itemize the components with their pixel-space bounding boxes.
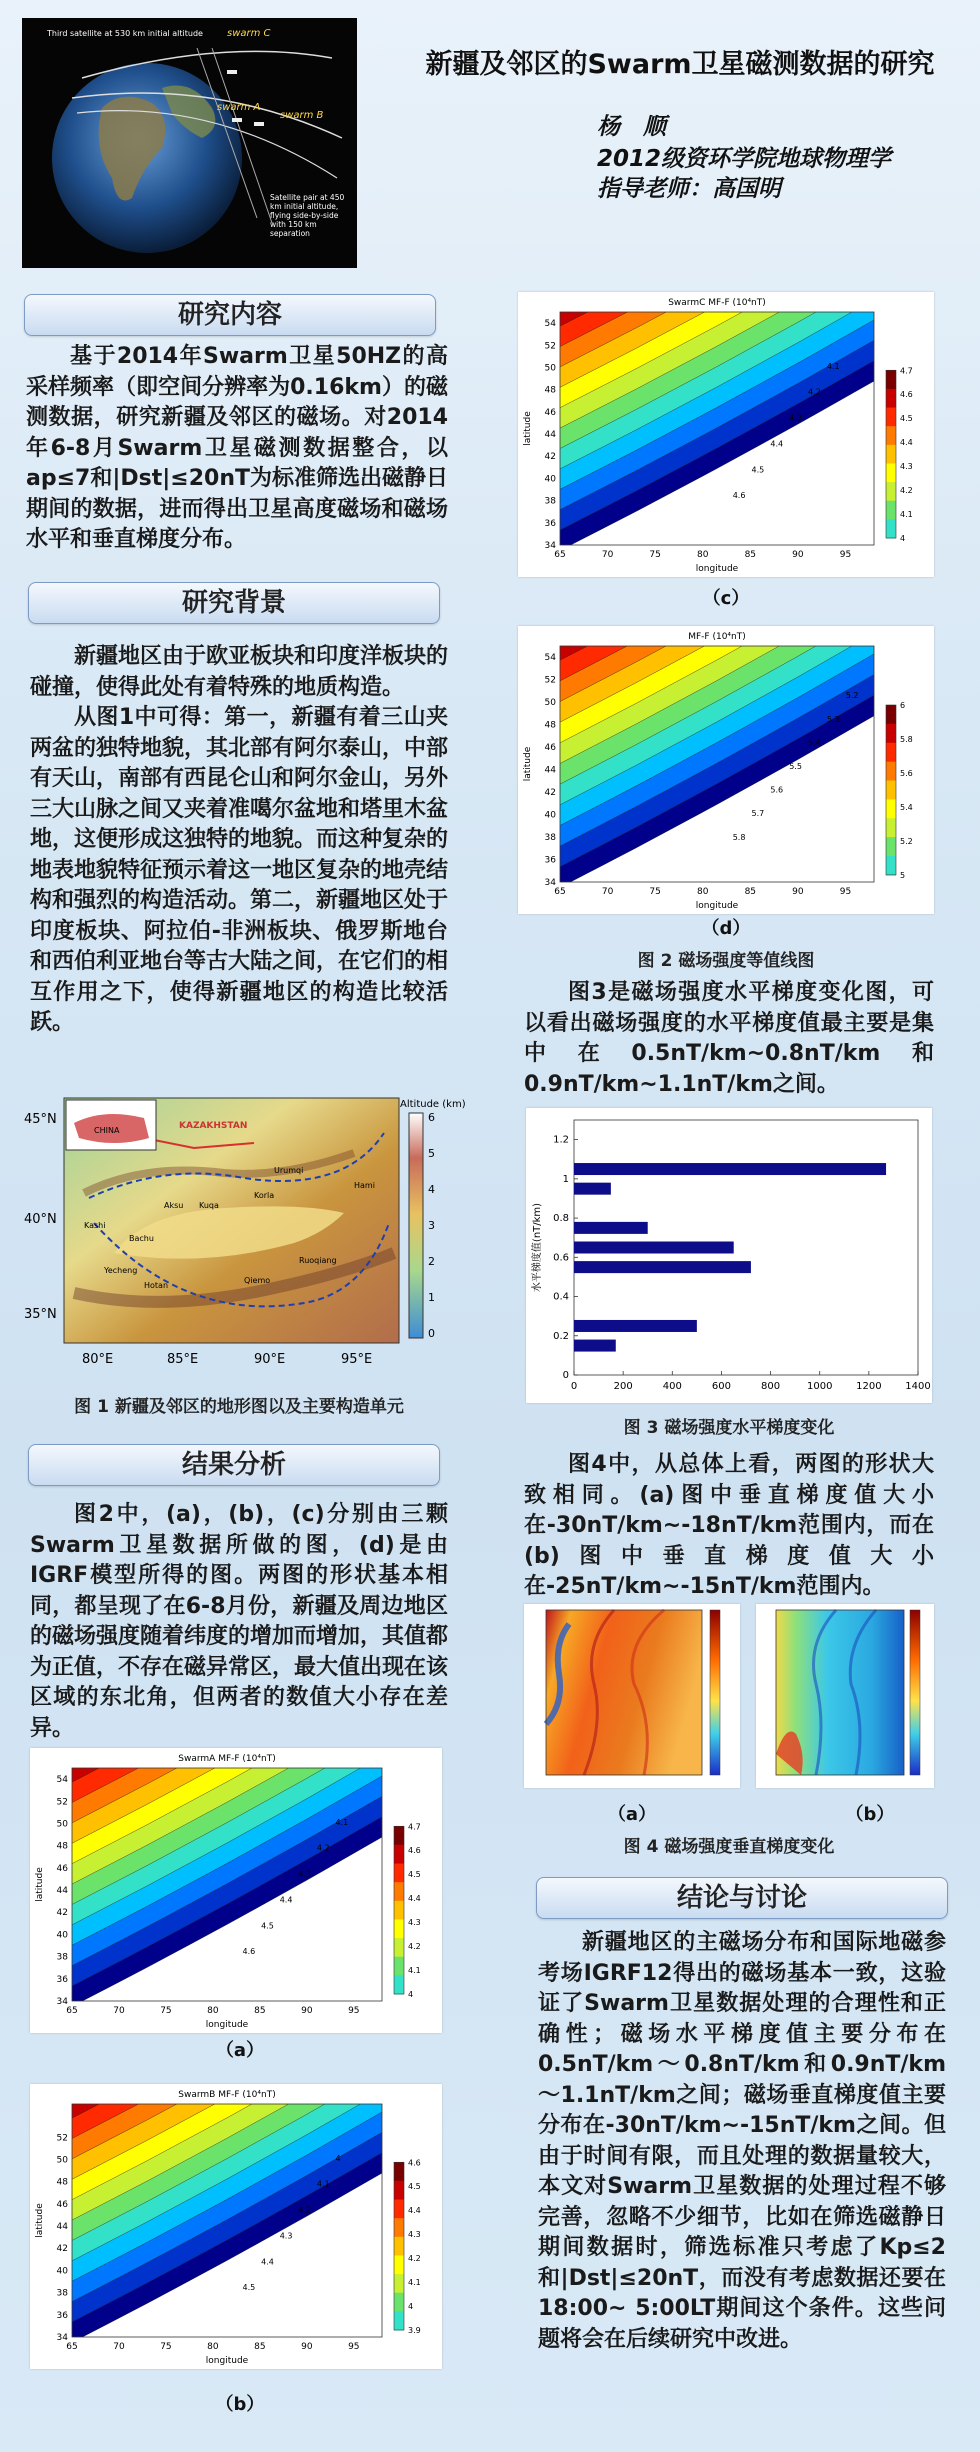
figure-4-caption: 图 4 磁场强度垂直梯度变化 [623, 1837, 835, 1857]
y-tick-label: 34 [544, 878, 556, 888]
contour-label: 4.6 [732, 491, 746, 501]
bar [574, 1320, 697, 1332]
contour-label: 4.5 [242, 2283, 256, 2293]
lat-label-40: 40°N [24, 1212, 57, 1227]
x-tick-label: 75 [160, 2006, 172, 2016]
y-tick-label: 44 [56, 1886, 68, 1897]
x-tick-label: 400 [662, 1381, 682, 1392]
alt-legend-title: Altitude (km) [400, 1099, 466, 1110]
results-paragraph: 图2中，(a)，(b)，(c)分别由三颗Swarm卫星数据所做的图，(d)是由IGRF模型所得的图。两图的形状基本相同，都呈现了在6-8月份，新疆及周边地区的磁场强度随着纬度的增加而增加，其值都为正值，不存在磁异常区，最大值出现在该区域的东北角，但两者的数值大小存在差异。 [30, 1502, 449, 1741]
x-tick-label: 65 [66, 2006, 78, 2016]
colorbar-segment [394, 1882, 404, 1901]
y-tick-label: 42 [56, 2244, 68, 2255]
y-tick-label: 54 [56, 1775, 68, 1786]
x-tick-label: 200 [613, 1381, 633, 1392]
y-tick-label: 48 [544, 720, 556, 731]
contour-label: 4.2 [808, 387, 821, 397]
y-tick-label: 34 [544, 541, 556, 551]
place-kashi: Kashi [84, 1221, 106, 1230]
colorbar-segment [394, 2237, 404, 2256]
fig3-paragraph: 图3是磁场强度水平梯度变化图，可以看出磁场强度的水平梯度值最主要是集中在0.5nT/km~0.8nT/km和0.9nT/km~1.1nT/km之间。 [524, 980, 934, 1097]
y-tick-label: 0.6 [553, 1252, 569, 1264]
alt-tick-label: 2 [428, 1255, 435, 1268]
y-tick-label: 1 [562, 1173, 569, 1185]
y-tick-label: 52 [56, 2133, 68, 2144]
colorbar-segment [394, 1975, 404, 1994]
colorbar-segment [394, 1901, 404, 1920]
alt-tick-label: 1 [428, 1291, 435, 1304]
colorbar-tick-label: 4.7 [900, 366, 913, 376]
x-tick-label: 85 [744, 887, 757, 897]
y-tick-label: 48 [56, 1841, 68, 1852]
contour-label: 4.6 [242, 1947, 256, 1957]
y-tick-label: 0 [562, 1370, 569, 1381]
y-tick-label: 52 [56, 1797, 68, 1808]
x-tick-label: 80 [207, 2006, 219, 2016]
y-axis-label: latitude [35, 2203, 45, 2238]
colorbar-tick-label: 5.4 [900, 802, 913, 812]
alt-tick-label: 0 [428, 1327, 435, 1340]
colorbar-tick-label: 4.7 [408, 1822, 421, 1832]
colorbar-segment [886, 705, 896, 724]
colorbar-tick-label: 4.1 [408, 2278, 421, 2288]
x-tick-label: 70 [601, 887, 614, 897]
colorbar-segment [886, 445, 896, 464]
contour-label: 4.5 [261, 1921, 274, 1931]
figure-3 [526, 1108, 932, 1403]
fig4-text [524, 1450, 934, 1603]
poster-title: 新疆及邻区的Swarm卫星磁测数据的研究 [425, 49, 935, 80]
place-aksu: Aksu [164, 1201, 184, 1210]
contour-label: 4.4 [279, 1895, 293, 1905]
y-tick-label: 50 [56, 2155, 68, 2166]
colorbar-tick-label: 4.4 [900, 438, 913, 448]
x-tick-label: 75 [649, 550, 661, 560]
contour-label: 5.2 [845, 691, 859, 701]
colorbar-segment [886, 856, 896, 875]
conclusion-text [538, 1928, 946, 2355]
x-tick-label: 75 [160, 2342, 172, 2352]
colorbar-tick-label: 4.6 [900, 390, 913, 400]
y-tick-label: 54 [544, 653, 556, 664]
contour-label: 5.7 [751, 809, 765, 819]
figure-2c-label: （c） [702, 588, 750, 609]
colorbar-tick-label: 5.8 [900, 734, 913, 744]
x-axis-label: longitude [695, 564, 739, 574]
y-tick-label: 46 [544, 743, 556, 754]
colorbar-tick-label: 4.6 [408, 1846, 421, 1856]
x-axis-label: longitude [205, 2356, 249, 2366]
bar [574, 1163, 886, 1175]
advisor: 指导老师：高国明 [597, 176, 781, 202]
x-tick-label: 95 [839, 550, 852, 560]
colorbar-segment [886, 799, 896, 818]
inset-label: CHINA [94, 1126, 120, 1135]
figure-2a [30, 1748, 442, 2033]
colorbar-segment [886, 818, 896, 837]
sat-note-bottom: Satellite pair at 450 km initial altitude, flying side-by-side with 150 km separation [270, 193, 345, 238]
y-tick-label: 38 [544, 833, 556, 844]
figure-2-caption: 图 2 磁场强度等值线图 [637, 951, 815, 971]
figure-4a-label: （a） [607, 1804, 657, 1825]
figure-2d-label: （d） [701, 918, 751, 939]
background-paragraph-2: 从图1中可得：第一，新疆有着三山夹两盆的独特地貌，其北部有阿尔泰山，中部有天山，南部有西昆仑山和阿尔金山，另外三大山脉之间又夹着准噶尔盆地和塔里木盆地，这便形成这独特的地貌。而这种复杂的地表地貌特征预示着这一地区复杂的地壳结构和强烈的构造活动。第二，新疆地区处于印度板块、阿拉伯-非洲板块、俄罗斯地台和西伯利亚地台等古大陆之间，在它们的相互作用之下，使得新疆地区的构造比较活跃。 [30, 705, 449, 1035]
y-tick-label: 46 [544, 407, 556, 418]
colorbar-segment [886, 389, 896, 408]
place-kuqa: Kuqa [199, 1201, 219, 1210]
y-tick-label: 40 [56, 2266, 68, 2277]
conclusion-paragraph: 新疆地区的主磁场分布和国际地磁参考场IGRF12得出的磁场基本一致，这验证了Swarm卫星数据处理的合理性和正确性；磁场水平梯度值主要分布在0.5nT/km～0.8nT/km和0.9nT/km～1.1nT/km之间；磁场垂直梯度值主要分布在-30nT/km~-15nT/km之间。但由于时间有限，而且处理的数据量较大，本文对Swarm卫星数据的处理过程不够完善，忽略不少细节，比如在筛选磁静日期间数据时，筛选标准只考虑了Kp≤2和|Dst|≤20nT，而没有考虑数据还要在18:00~ 5:00LT期间这个条件。这些问题将会在后续研究中改进。 [538, 1930, 946, 2352]
contour-label: 4.2 [298, 2205, 312, 2215]
figure-2a-label: （a） [215, 2040, 265, 2061]
y-tick-label: 50 [56, 1819, 68, 1830]
y-tick-label: 36 [544, 855, 556, 866]
place-hotan: Hotan [144, 1281, 169, 1290]
y-tick-label: 36 [56, 2310, 68, 2321]
sat-a-label: swarm A [217, 102, 261, 113]
y-tick-label: 46 [56, 2199, 68, 2210]
colorbar-tick-label: 4.3 [408, 2230, 421, 2240]
colorbar-segment [394, 2255, 404, 2274]
sat-c-label: swarm C [227, 28, 271, 39]
contour-label: 4.3 [789, 413, 802, 423]
colorbar-segment [394, 1864, 404, 1883]
colorbar-tick-label: 4.4 [408, 2206, 421, 2216]
colorbar-segment [394, 2274, 404, 2293]
alt-tick-label: 5 [428, 1147, 435, 1160]
figure-2b-label: （b） [215, 2394, 265, 2415]
chart-title: SwarmB MF-F (10⁴nT) [178, 2090, 276, 2100]
lat-label-45: 45°N [24, 1112, 57, 1127]
colorbar-tick-label: 5.2 [900, 836, 913, 846]
colorbar-segment [886, 781, 896, 800]
vertical-gradient-map-b [756, 1604, 934, 1788]
y-tick-label: 34 [56, 2333, 68, 2343]
contour-chart-swarmB [30, 2084, 442, 2369]
bar [574, 1242, 734, 1254]
colorbar-segment [886, 762, 896, 781]
bar [574, 1222, 648, 1234]
figure-2d [518, 626, 934, 914]
lat-label-35: 35°N [24, 1307, 57, 1322]
colorbar-segment [394, 1919, 404, 1938]
colorbar-tick-label: 5 [900, 870, 906, 880]
y-tick-label: 44 [56, 2222, 68, 2233]
figure-4a [524, 1604, 740, 1788]
colorbar-tick-label: 4 [408, 1990, 414, 2000]
x-tick-label: 0 [570, 1381, 578, 1392]
colorbar-segment [394, 1826, 404, 1845]
chart-title: SwarmC MF-F (10⁴nT) [668, 298, 766, 308]
colorbar-segment [886, 408, 896, 427]
y-axis-label: latitude [35, 1867, 45, 1902]
colorbar-tick-label: 4.1 [900, 510, 913, 520]
contour-label: 4.2 [316, 1843, 330, 1853]
colorbar-segment [394, 1845, 404, 1864]
y-tick-label: 52 [544, 675, 556, 686]
y-tick-label: 54 [544, 319, 556, 330]
contour-label: 5.4 [808, 738, 821, 748]
colorbar-segment [886, 724, 896, 743]
figure-3-caption: 图 3 磁场强度水平梯度变化 [623, 1418, 835, 1438]
contour-chart-swarmA [30, 1748, 442, 2033]
y-tick-label: 36 [56, 1974, 68, 1985]
y-tick-label: 40 [544, 810, 556, 821]
colorbar-segment [394, 2200, 404, 2219]
colorbar-segment [886, 743, 896, 762]
contour-label: 5.6 [770, 785, 784, 795]
place-ruoqiang: Ruoqiang [299, 1256, 337, 1265]
chart-title: SwarmA MF-F (10⁴nT) [178, 1754, 276, 1764]
colorbar-segment [886, 837, 896, 856]
lon-label-85: 85°E [167, 1352, 199, 1367]
y-tick-label: 42 [544, 788, 556, 799]
lon-label-80: 80°E [82, 1352, 114, 1367]
class-info: 2012级资环学院地球物理学 [597, 146, 892, 172]
x-tick-label: 1400 [905, 1381, 931, 1392]
place-bachu: Bachu [129, 1234, 154, 1243]
y-tick-label: 34 [56, 1997, 68, 2007]
y-tick-label: 44 [544, 430, 556, 441]
colorbar-tick-label: 4.4 [408, 1894, 421, 1904]
x-tick-label: 90 [301, 2006, 313, 2016]
x-tick-label: 85 [254, 2342, 266, 2352]
y-tick-label: 38 [544, 496, 556, 507]
lon-label-90: 90°E [254, 1352, 286, 1367]
x-tick-label: 80 [697, 887, 709, 897]
content-paragraph: 基于2014年Swarm卫星50HZ的高采样频率（即空间分辨率为0.16km）的磁测数据，研究新疆及邻区的磁场。对2014年6-8月Swarm卫星磁测数据整合，以ap≤7和|Dst|≤20nT为标准筛选出磁静日期间的数据，进而得出卫星高度磁场和磁场水平和垂直梯度分布。 [26, 344, 448, 552]
colorbar-tick-label: 4.6 [408, 2158, 421, 2168]
y-tick-label: 50 [544, 698, 556, 709]
x-tick-label: 85 [254, 2006, 266, 2016]
colorbar-segment [394, 1957, 404, 1976]
y-axis-label: latitude [523, 411, 533, 446]
contour-label: 4.1 [316, 2179, 330, 2189]
results-text [30, 1500, 448, 1744]
vertical-gradient-map-a [524, 1604, 740, 1788]
x-tick-label: 70 [113, 2006, 125, 2016]
contour-label: 4.1 [335, 1817, 349, 1827]
colorbar-segment [394, 2311, 404, 2330]
background-text [30, 642, 448, 1039]
colorbar-segment [394, 2162, 404, 2181]
y-tick-label: 0.4 [553, 1291, 569, 1303]
y-tick-label: 48 [544, 385, 556, 396]
satellite-illustration [22, 18, 357, 268]
section-heading-content: 研究内容 [24, 294, 436, 336]
x-tick-label: 65 [554, 887, 566, 897]
colorbar-segment [886, 482, 896, 501]
y-tick-label: 1.2 [553, 1134, 569, 1146]
x-tick-label: 80 [207, 2342, 219, 2352]
figure-2b [30, 2084, 442, 2369]
y-tick-label: 46 [56, 1863, 68, 1874]
y-tick-label: 0.8 [553, 1213, 569, 1225]
contour-label: 4.3 [298, 1869, 312, 1879]
colorbar-segment [886, 426, 896, 445]
colorbar-tick-label: 4 [408, 2302, 414, 2312]
x-tick-label: 1000 [806, 1381, 833, 1392]
x-tick-label: 90 [301, 2342, 313, 2352]
sat-b-label: swarm B [280, 110, 324, 121]
x-tick-label: 65 [66, 2342, 78, 2352]
y-tick-label: 42 [544, 452, 556, 463]
x-tick-label: 95 [839, 887, 852, 897]
bar [574, 1183, 611, 1195]
y-axis-label: latitude [523, 746, 533, 782]
contour-label: 4.4 [770, 439, 784, 449]
colorbar-segment [394, 2218, 404, 2237]
y-tick-label: 0.2 [553, 1330, 569, 1342]
y-axis-label: 水平梯度值(nT/km) [532, 1202, 543, 1293]
y-tick-label: 40 [56, 1930, 68, 1941]
colorbar-tick-label: 4.5 [408, 2182, 421, 2192]
x-tick-label: 75 [649, 887, 661, 897]
x-tick-label: 85 [744, 550, 757, 560]
colorbar-segment [394, 2181, 404, 2200]
figure-4b-label: （b） [845, 1804, 895, 1825]
colorbar-segment [394, 1938, 404, 1957]
place-urumqi: Urumqi [274, 1166, 304, 1175]
x-tick-label: 90 [792, 887, 804, 897]
x-axis-label: longitude [695, 901, 739, 911]
satellite-image [22, 18, 357, 268]
contour-label: 5.8 [732, 832, 746, 842]
bar [574, 1261, 751, 1273]
contour-label: 4.5 [751, 465, 765, 475]
figure-1-caption: 图 1 新疆及邻区的地形图以及主要构造单元 [74, 1397, 404, 1417]
contour-label: 5.5 [789, 762, 802, 771]
colorbar-tick-label: 4.2 [408, 1942, 421, 1952]
contour-chart-igrf [518, 626, 934, 914]
colorbar-segment [886, 501, 896, 520]
colorbar-tick-label: 4.3 [900, 462, 913, 472]
contour-label: 5.3 [826, 714, 840, 724]
colorbar-tick-label: 4.5 [408, 1870, 421, 1880]
colorbar-tick-label: 4.5 [900, 414, 913, 424]
x-tick-label: 95 [348, 2006, 360, 2016]
colorbar-segment [886, 519, 896, 538]
colorbar-tick-label: 4.1 [408, 1966, 421, 1976]
colorbar-tick-label: 3.9 [408, 2326, 421, 2336]
place-hami: Hami [354, 1181, 375, 1190]
contour-label: 4.3 [279, 2231, 293, 2241]
x-axis-label: longitude [205, 2020, 249, 2030]
place-korla: Korla [254, 1191, 275, 1200]
fig3-text [524, 978, 934, 1100]
alt-tick-label: 4 [428, 1183, 435, 1196]
y-tick-label: 36 [544, 518, 556, 529]
place-qiemo: Qiemo [244, 1276, 271, 1285]
terrain-map [24, 1093, 466, 1383]
figure-1-map [24, 1093, 466, 1383]
colorbar-segment [886, 463, 896, 482]
content-text [26, 342, 448, 556]
contour-label: 4.1 [826, 361, 840, 371]
lon-label-95: 95°E [341, 1352, 373, 1367]
x-tick-label: 600 [711, 1381, 731, 1392]
contour-label: 4.4 [261, 2257, 274, 2267]
contour-chart-swarmC [518, 292, 934, 577]
background-paragraph-1: 新疆地区由于欧亚板块和印度洋板块的碰撞，使得此处有着特殊的地质构造。 [30, 644, 449, 700]
chart-title: MF-F (10⁴nT) [688, 632, 746, 642]
x-tick-label: 90 [792, 550, 804, 560]
horizontal-bar-chart [526, 1108, 932, 1403]
colorbar-segment [394, 2293, 404, 2312]
y-tick-label: 38 [56, 2288, 68, 2299]
x-tick-label: 800 [761, 1381, 781, 1392]
contour-label: 4 [335, 2153, 341, 2163]
x-tick-label: 70 [601, 550, 614, 560]
section-heading-results: 结果分析 [28, 1444, 440, 1486]
fig4-paragraph: 图4中，从总体上看，两图的形状大致相同。(a)图中垂直梯度值大小在-30nT/km~-18nT/km范围内，而在(b)图中垂直梯度值大小在-25nT/km~-15nT/km范围内。 [524, 1452, 934, 1599]
bar [574, 1340, 616, 1352]
colorbar-tick-label: 4.3 [408, 1918, 421, 1928]
x-tick-label: 70 [113, 2342, 125, 2352]
figure-2c [518, 292, 934, 577]
x-tick-label: 1200 [856, 1381, 882, 1392]
y-tick-label: 48 [56, 2177, 68, 2188]
y-tick-label: 52 [544, 341, 556, 352]
y-tick-label: 44 [544, 765, 556, 776]
sat-note-top: Third satellite at 530 km initial altitude [47, 29, 203, 38]
figure-4b [756, 1604, 934, 1788]
colorbar-tick-label: 6 [900, 701, 906, 710]
place-yecheng: Yecheng [104, 1266, 138, 1275]
author: 杨 顺 [597, 114, 666, 140]
y-tick-label: 50 [544, 363, 556, 374]
colorbar-tick-label: 5.6 [900, 768, 913, 778]
section-heading-conclusion: 结论与讨论 [536, 1877, 948, 1919]
colorbar-tick-label: 4.2 [408, 2254, 421, 2264]
alt-tick-label: 3 [428, 1219, 435, 1232]
section-heading-background: 研究背景 [28, 582, 440, 624]
x-tick-label: 65 [554, 550, 566, 560]
alt-tick-label: 6 [428, 1111, 435, 1124]
alt-colorbar [409, 1113, 423, 1338]
colorbar-segment [886, 370, 896, 389]
x-tick-label: 80 [697, 550, 709, 560]
colorbar-tick-label: 4 [900, 534, 906, 544]
y-tick-label: 42 [56, 1908, 68, 1919]
y-tick-label: 38 [56, 1952, 68, 1963]
y-tick-label: 40 [544, 474, 556, 485]
colorbar-tick-label: 4.2 [900, 486, 913, 496]
x-tick-label: 95 [348, 2342, 360, 2352]
place-kazakhstan: KAZAKHSTAN [179, 1121, 248, 1131]
